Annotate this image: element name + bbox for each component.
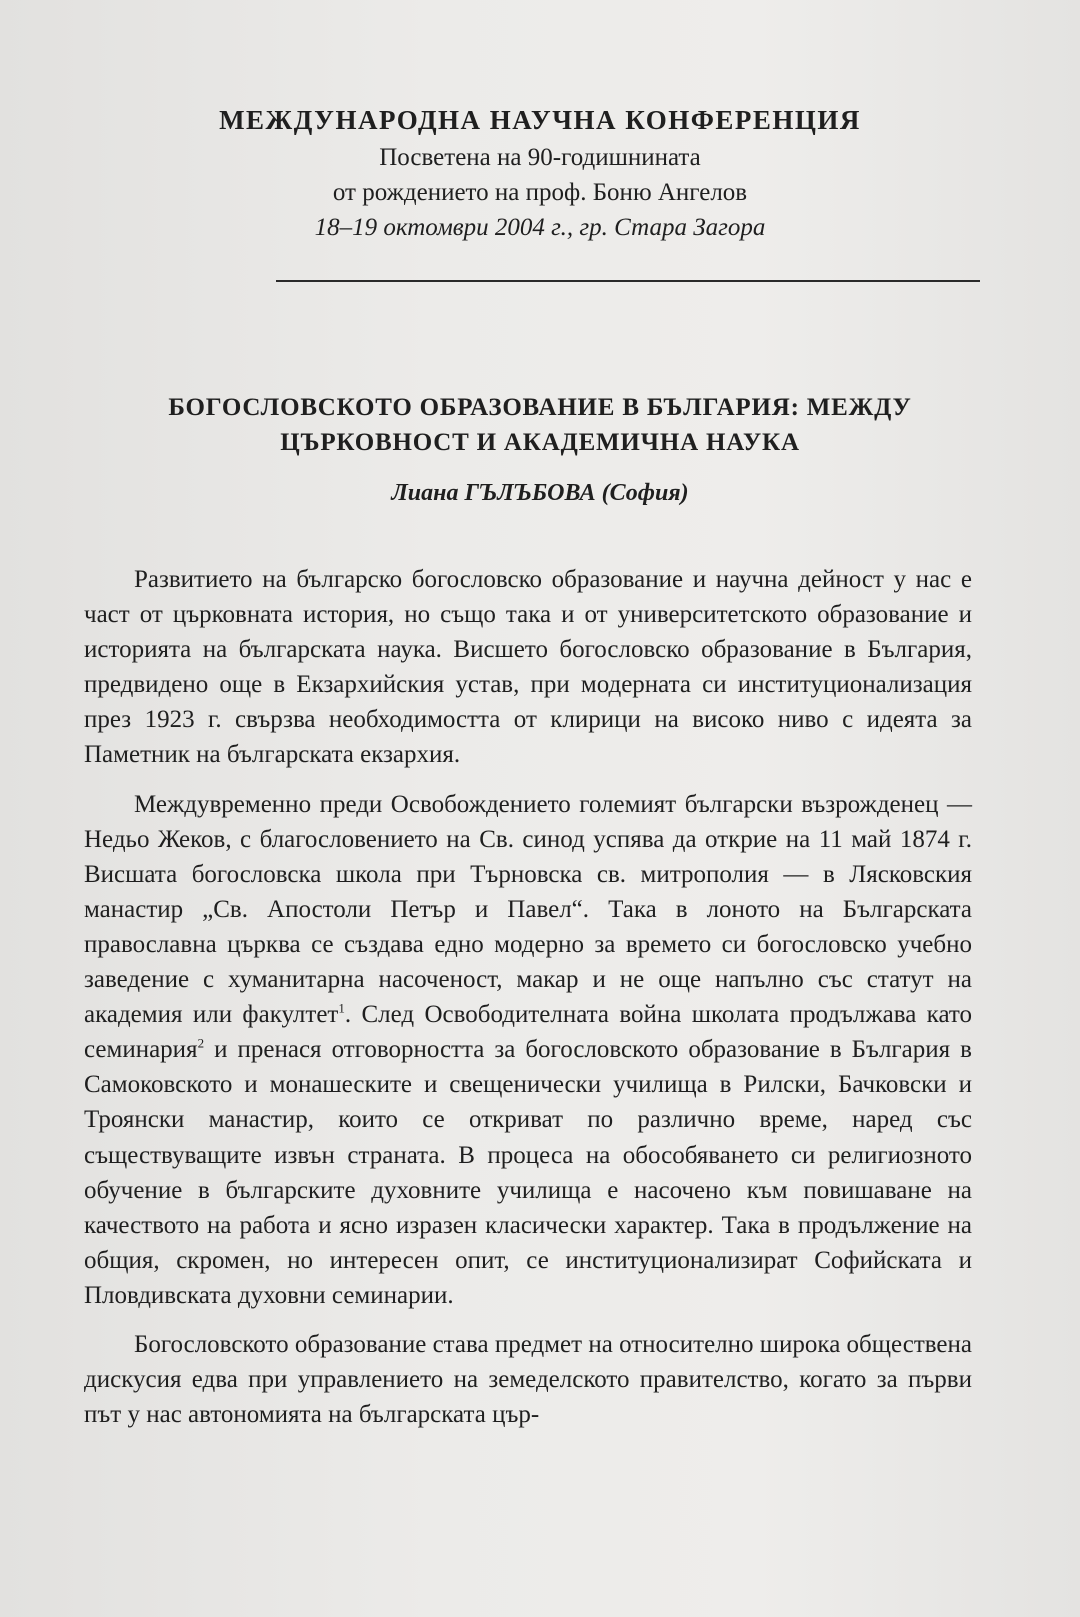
- conference-title: МЕЖДУНАРОДНА НАУЧНА КОНФЕРЕНЦИЯ: [219, 105, 861, 135]
- article-title-line-1: БОГОСЛОВСКОТО ОБРАЗОВАНИЕ В БЪЛГАРИЯ: МЕЖДУ: [168, 394, 912, 421]
- article-body: [84, 562, 972, 1446]
- paragraph-2-part-c: и пренася отговорността за богословското образование в България в Самоковското и монашеските и свещенически училища в Рилски, Бачковски и Троянски манастир, които се откриват по различно време, наред със съществуващите извън страната. В процеса на обособяването си религиозното обучение в българските духовните училища е насочено към повишаване на качеството на работа и ясно изразен класически характер. Така в продължение на общия, скромен, но интересен опит, се институционализират Софийската и Пловдивската духовни семинарии.: [84, 1036, 972, 1309]
- conference-dedication-line-2: от рождението на проф. Боню Ангелов: [332, 179, 748, 206]
- footnote-ref-1[interactable]: 1: [338, 1000, 345, 1016]
- article-title-line-2: ЦЪРКОВНОСТ И АКАДЕМИЧНА НАУКА: [280, 429, 800, 456]
- conference-header: [118, 100, 962, 245]
- conference-dedication-line-1: Посветена на 90-годишнината: [379, 144, 701, 171]
- article-author: Лиана ГЪЛЪБОВА (София): [391, 480, 689, 506]
- paragraph-3: Богословското образование става предмет на относително широка обществена дискусия едва при управлението на земеделското правителство, когато за първи път у нас автономията на българската цър-: [84, 1330, 972, 1429]
- paragraph-1: Развитието на българско богословско образование и научна дейност у нас е част от църковната история, но също така и от университетското образование и историята на българската наука. Висшето богословско образование в България, предвидено още в Екзархийския устав, при модерната си институционализация през 1923 г. свързва необходимостта от клирици на високо ниво с идеята за Паметник на българската екзархия.: [84, 566, 972, 769]
- paragraph-2: [84, 787, 972, 1313]
- header-divider: [276, 280, 980, 282]
- paragraph-2-part-b: . След Освободителната война школата продължава като семинария: [84, 1001, 972, 1064]
- paragraph-2-part-a: Междувременно преди Освобождението големият български възрожденец — Недьо Жеков, с благословението на Св. синод успява да открие на 11 май 1874 г. Висшата богословска школа при Търновска св. митрополия — в Лясковския манастир „Св. Апостоли Петър и Павел“. Така в лоното на Българската православна църква се създава едно модерно за времето си богословско учебно заведение с хуманитарна насоченост, макар и не още напълно със статут на академия или факултет: [84, 790, 972, 1029]
- article-title: [110, 390, 970, 460]
- conference-date-place: 18–19 октомври 2004 г., гр. Стара Загора: [314, 214, 766, 241]
- footnote-ref-2[interactable]: 2: [197, 1035, 205, 1051]
